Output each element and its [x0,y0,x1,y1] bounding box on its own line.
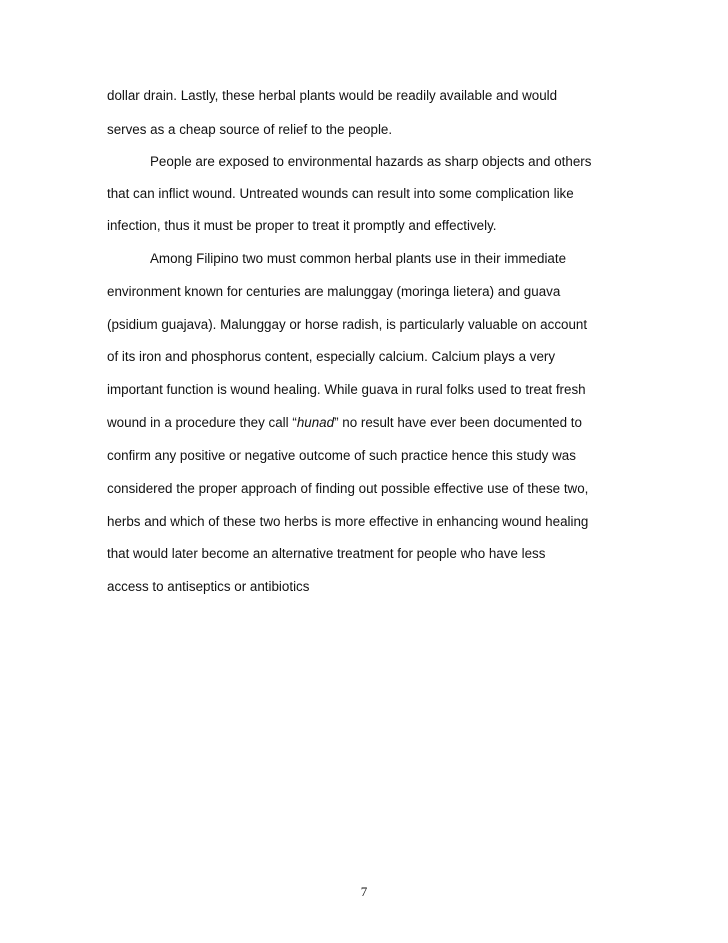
text-line: important function is wound healing. While guava in rural folks used to treat fresh [107,382,586,397]
italic-term: hunad [296,415,335,430]
text-line: herbs and which of these two herbs is more effective in enhancing wound healing [107,514,589,529]
text-line [107,415,582,431]
text-line: serves as a cheap source of relief to the people. [107,122,393,137]
text-line: of its iron and phosphorus content, especially calcium. Calcium plays a very [107,349,556,364]
text-segment: ” no result have ever been documented to [334,415,582,430]
text-segment: wound in a procedure they call “ [107,415,297,430]
text-line: Among Filipino two must common herbal plants use in their immediate [150,251,567,266]
text-line: access to antiseptics or antibiotics [107,579,310,594]
text-line: that would later become an alternative treatment for people who have less [107,546,546,561]
text-line: considered the proper approach of finding out possible effective use of these two, [107,481,589,496]
page-number: 7 [360,884,368,899]
text-line: environment known for centuries are malunggay (moringa lietera) and guava [107,284,561,299]
text-line: (psidium guajava). Malunggay or horse radish, is particularly valuable on account [107,317,588,332]
text-line: People are exposed to environmental hazards as sharp objects and others [150,154,592,169]
text-line: confirm any positive or negative outcome of such practice hence this study was [107,448,576,463]
text-line: that can inflict wound. Untreated wounds can result into some complication like [107,186,574,201]
text-line: infection, thus it must be proper to treat it promptly and effectively. [107,218,497,233]
text-line: dollar drain. Lastly, these herbal plants would be readily available and would [107,88,558,103]
